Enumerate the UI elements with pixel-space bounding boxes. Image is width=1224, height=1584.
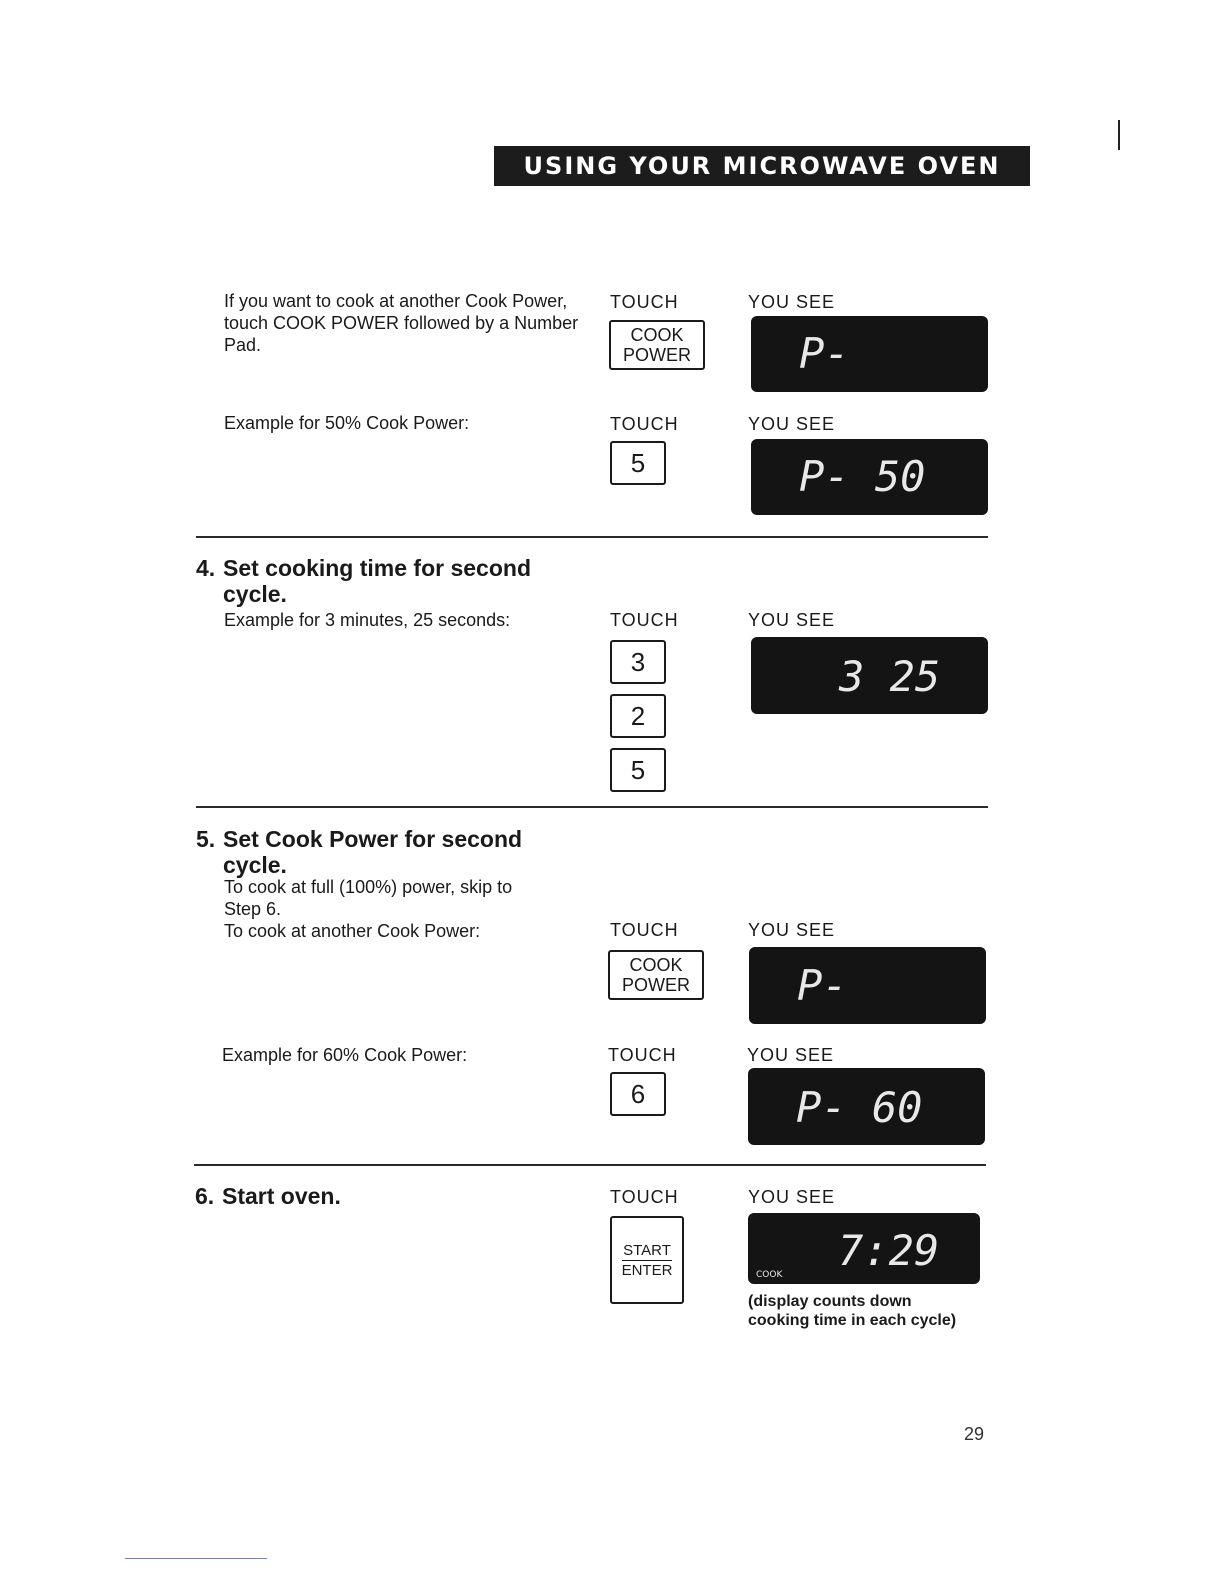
cook-indicator: COOK bbox=[756, 1270, 783, 1280]
display-text: P- 50 bbox=[799, 452, 926, 501]
touch-label: TOUCH bbox=[610, 1187, 679, 1207]
example-60-text: Example for 60% Cook Power: bbox=[222, 1045, 468, 1065]
touch-label: TOUCH bbox=[610, 920, 679, 940]
step-title: Set cooking time for second cycle. bbox=[223, 555, 531, 607]
another-power-text: To cook at another Cook Power: bbox=[224, 921, 481, 941]
display-text: P- 60 bbox=[796, 1083, 923, 1132]
page-number: 29 bbox=[964, 1424, 985, 1444]
cook-power-key[interactable] bbox=[608, 950, 704, 1000]
you-see-label: YOU SEE bbox=[747, 1045, 835, 1065]
start-enter-key[interactable] bbox=[610, 1216, 684, 1304]
cook-power-key[interactable] bbox=[609, 320, 705, 370]
display-panel bbox=[751, 637, 988, 714]
countdown-note-line2: cooking time in each cycle) bbox=[748, 1312, 957, 1329]
cook-power-key-line1: COOK bbox=[629, 955, 683, 975]
display-text: 3 25 bbox=[839, 652, 941, 701]
number-key-3[interactable]: 3 bbox=[610, 640, 666, 684]
display-text: P- bbox=[797, 961, 848, 1010]
number-key-6[interactable]: 6 bbox=[610, 1072, 666, 1116]
touch-label: TOUCH bbox=[610, 610, 679, 630]
cook-power-key-line2: POWER bbox=[622, 345, 691, 365]
display-text: P- bbox=[799, 329, 850, 378]
touch-label: TOUCH bbox=[608, 1045, 677, 1065]
display-readout bbox=[751, 637, 988, 714]
number-key-5[interactable]: 5 bbox=[610, 748, 666, 792]
touch-label: TOUCH bbox=[610, 414, 679, 434]
display-readout bbox=[748, 1213, 980, 1284]
step-number: 6. bbox=[195, 1183, 215, 1209]
example-50-text: Example for 50% Cook Power: bbox=[224, 413, 470, 433]
you-see-label: YOU SEE bbox=[748, 292, 836, 312]
divider bbox=[196, 536, 988, 538]
display-readout bbox=[748, 1068, 985, 1145]
you-see-label: YOU SEE bbox=[748, 1187, 836, 1207]
display-panel bbox=[748, 1213, 980, 1284]
number-key-5[interactable]: 5 bbox=[610, 441, 666, 485]
step-number: 4. bbox=[196, 555, 216, 581]
full-power-text: To cook at full (100%) power, skip to Step 6. bbox=[224, 877, 513, 919]
display-readout bbox=[751, 439, 988, 515]
display-panel bbox=[751, 316, 988, 392]
bottom-rule bbox=[125, 1558, 267, 1559]
display-panel bbox=[751, 439, 988, 515]
number-key-2[interactable]: 2 bbox=[610, 694, 666, 738]
display-panel bbox=[748, 1068, 985, 1145]
countdown-note-line1: (display counts down bbox=[748, 1293, 912, 1310]
display-readout bbox=[751, 316, 988, 392]
intro-text: If you want to cook at another Cook Power, touch COOK POWER followed by a Number Pad. bbox=[224, 291, 579, 355]
display-readout bbox=[749, 947, 986, 1024]
cook-power-key-line2: POWER bbox=[621, 975, 690, 995]
example-time-text: Example for 3 minutes, 25 seconds: bbox=[224, 610, 511, 630]
divider bbox=[194, 1164, 986, 1166]
you-see-label: YOU SEE bbox=[748, 414, 836, 434]
divider bbox=[196, 806, 988, 808]
you-see-label: YOU SEE bbox=[748, 610, 836, 630]
you-see-label: YOU SEE bbox=[748, 920, 836, 940]
cook-power-key-line1: COOK bbox=[630, 325, 684, 345]
enter-key-label: ENTER bbox=[621, 1261, 673, 1279]
step-number: 5. bbox=[196, 826, 216, 852]
start-key-label: START bbox=[623, 1241, 671, 1259]
section-banner: USING YOUR MICROWAVE OVEN bbox=[494, 146, 1030, 186]
touch-label: TOUCH bbox=[610, 292, 679, 312]
margin-mark bbox=[1118, 120, 1120, 150]
display-panel bbox=[749, 947, 986, 1024]
step-title: Start oven. bbox=[222, 1183, 341, 1209]
display-text: 7:29 bbox=[838, 1226, 940, 1275]
step-title: Set Cook Power for second cycle. bbox=[223, 826, 523, 878]
